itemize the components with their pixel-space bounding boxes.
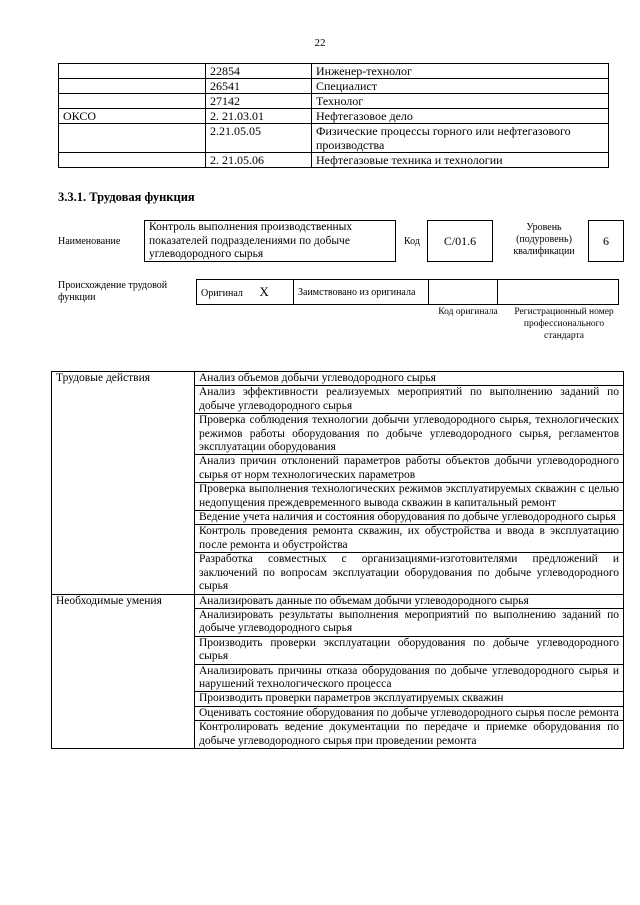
origin-label: Происхождение трудовой функции <box>58 280 168 303</box>
item-cell: Производить проверки эксплуатации оборудования по добыче углеводородного сырья <box>195 636 624 664</box>
code-original-caption: Код оригинала <box>438 307 498 317</box>
reg-number-caption: Регистрационный номер профессионального стандарта <box>514 307 614 341</box>
okso-label-cell <box>59 79 206 94</box>
section-heading: 3.3.1. Трудовая функция <box>58 190 195 204</box>
okso-name-cell: Нефтегазовое дело <box>312 109 609 124</box>
okso-row <box>59 109 609 124</box>
table-row <box>52 372 624 386</box>
item-cell: Анализ объемов добычи углеводородного сырья <box>195 372 624 386</box>
okso-row <box>59 153 609 168</box>
okso-row <box>59 79 609 94</box>
origin-table <box>196 279 619 305</box>
item-cell: Производить проверки параметров эксплуатируемых скважин <box>195 692 624 706</box>
name-label: Наименование <box>58 236 121 247</box>
okso-row <box>59 64 609 79</box>
item-cell: Анализ эффективности реализуемых мероприятий по выполнению заданий по добыче углеводородного сырья <box>195 386 624 414</box>
item-cell: Ведение учета наличия и состояния оборудования по добыче углеводородного сырья <box>195 511 624 525</box>
item-cell: Оценивать состояние оборудования по добыче углеводородного сырья после ремонта <box>195 706 624 720</box>
okso-label-cell <box>59 94 206 109</box>
item-cell: Анализ причин отклонений параметров работы объектов добычи углеводородного сырья от норм технологических параметров <box>195 455 624 483</box>
function-name-box: Контроль выполнения производственных показателей подразделениями по добыче углеводородного сырья <box>144 220 396 262</box>
page-number: 22 <box>314 37 326 49</box>
okso-name-cell: Физические процессы горного или нефтегазового производства <box>312 124 609 153</box>
table-row <box>52 594 624 608</box>
level-value-box: 6 <box>588 220 624 262</box>
original-cell <box>197 280 294 305</box>
okso-label-cell <box>59 64 206 79</box>
item-cell: Проверка соблюдения технологии добычи углеводородного сырья, технологических режимов работы оборудования по добыче углеводородного сырья, регламентов эксплуатации оборудования <box>195 414 624 455</box>
okso-name-cell: Инженер-технолог <box>312 64 609 79</box>
okso-row <box>59 124 609 153</box>
category-cell: Необходимые умения <box>52 594 195 748</box>
original-label: Оригинал <box>201 288 243 299</box>
okso-code-cell: 27142 <box>206 94 312 109</box>
okso-name-cell: Нефтегазовые техника и технологии <box>312 153 609 168</box>
okso-code-cell: 2.21.05.05 <box>206 124 312 153</box>
item-cell: Анализировать причины отказа оборудования по добыче углеводородного сырья и нарушений технологического процесса <box>195 664 624 692</box>
category-cell: Трудовые действия <box>52 372 195 595</box>
okso-name-cell: Технолог <box>312 94 609 109</box>
okso-code-cell: 22854 <box>206 64 312 79</box>
function-code-box: С/01.6 <box>427 220 493 262</box>
okso-table <box>58 63 609 168</box>
code-label: Код <box>404 236 420 247</box>
reg-number-cell <box>498 280 619 305</box>
okso-label-cell: ОКСО <box>59 109 206 124</box>
functions-table <box>51 371 624 749</box>
level-label: Уровень (подуровень) квалификации <box>513 222 575 257</box>
okso-code-cell: 26541 <box>206 79 312 94</box>
borrowed-cell: Заимствовано из оригинала <box>294 280 429 305</box>
item-cell: Проверка выполнения технологических режимов эксплуатируемых скважин с целью недопущения преждевременного вывода скважин в капитальный ремонт <box>195 483 624 511</box>
item-cell: Контроль проведения ремонта скважин, их обустройства и ввода в эксплуатацию после ремонта и обустройства <box>195 525 624 553</box>
okso-label-cell <box>59 153 206 168</box>
item-cell: Анализировать результаты выполнения мероприятий по выполнению заданий по добыче углеводородного сырья <box>195 608 624 636</box>
okso-code-cell: 2. 21.03.01 <box>206 109 312 124</box>
okso-name-cell: Специалист <box>312 79 609 94</box>
okso-row <box>59 94 609 109</box>
original-mark: X <box>259 284 269 299</box>
code-original-cell <box>429 280 498 305</box>
okso-label-cell <box>59 124 206 153</box>
item-cell: Анализировать данные по объемам добычи углеводородного сырья <box>195 594 624 608</box>
item-cell: Контролировать ведение документации по передаче и приемке оборудования по добыче углеводородного сырья при проведении ремонта <box>195 721 624 749</box>
item-cell: Разработка совместных с организациями-изготовителями предложений и заключений по вопросам эксплуатации оборудования по добыче углеводородного сырья <box>195 553 624 594</box>
okso-code-cell: 2. 21.05.06 <box>206 153 312 168</box>
